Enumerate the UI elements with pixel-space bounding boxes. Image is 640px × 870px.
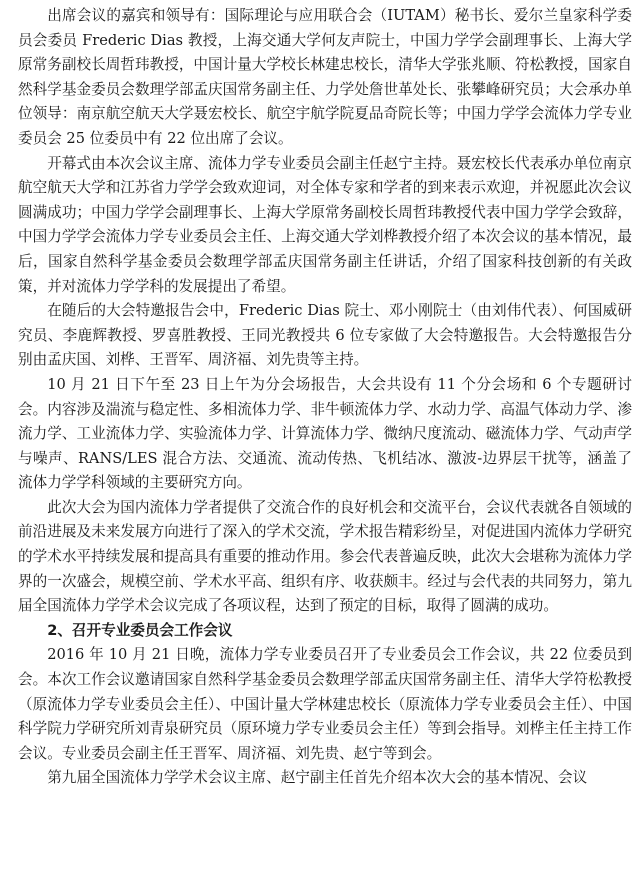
paragraph-attendees: 出席会议的嘉宾和领导有：国际理论与应用联合会（IUTAM）秘书长、爱尔兰皇家科学委员会委员 Frederic Dias 教授，上海交通大学何友声院士，中国力学学会副理事长、上海大学原常务副校长周哲玮教授，中国计量大学校长林建忠校长，清华大学张兆顺、符松教授，国家自然科学基金委员会数理学部孟庆国常务副主任、力学处詹世革处长、张攀峰研究员；大会承办单位领导：南京航空航天大学聂宏校长、航空宇航学院夏品奇院长等；中国力学学会流体力学专业委员会 25 位委员中有 22 位出席了会议。 — [18, 7, 632, 147]
paragraph-sessions: 10 月 21 日下午至 23 日上午为分会场报告，大会共设有 11 个分会场和 6 个专题研讨会。内容涉及湍流与稳定性、多相流体力学、非牛顿流体力学、水动力学、高温气体动力学、渗流力学、工业流体力学、实验流体力学、计算流体力学、微纳尺度流动、磁流体力学、气动声学与噪声、RANS/LES 混合方法、交通流、流动传热、飞机结冰、激波-边界层干扰等，涵盖了流体力学学科领域的主要研究方向。 — [18, 375, 632, 492]
paragraph-meeting-continued: 第九届全国流体力学学术会议主席、赵宁副主任首先介绍本次大会的基本情况、会议 — [47, 769, 588, 787]
paragraph-invited-reports: 在随后的大会特邀报告会中，Frederic Dias 院士、邓小刚院士（由刘伟代表）、何国威研究员、李鹿辉教授、罗喜胜教授、王同光教授共 6 位专家做了大会特邀报告。大会特邀报告分别由孟庆国、刘桦、王晋军、周济福、刘先贵等主持。 — [18, 302, 632, 369]
paragraph-summary: 此次大会为国内流体力学者提供了交流合作的良好机会和交流平台，会议代表就各自领域的前沿进展及未来发展方向进行了深入的学术交流，学术报告精彩纷呈，对促进国内流体力学研究的学术水平持续发展和提高具有重要的推动作用。参会代表普遍反映，此次大会堪称为流体力学界的一次盛会，规模空前、学术水平高、组织有序、收获颇丰。经过与会代表的共同努力，第九届全国流体力学学术会议完成了各项议程，达到了预定的目标，取得了圆满的成功。 — [18, 498, 632, 615]
paragraph-committee-meeting: 2016 年 10 月 21 日晚，流体力学专业委员召开了专业委员会工作会议，共 22 位委员到会。本次工作会议邀请国家自然科学基金委员会数理学部孟庆国常务副主任、清华大学符松教授（原流体力学专业委员会主任）、中国计量大学林建忠校长（原流体力学专业委员会主任）、中国科学院力学研究所刘青泉研究员（原环境力学专业委员会主任）等到会指导。刘桦主任主持工作会议。专业委员会副主任王晋军、周济福、刘先贵、赵宁等到会。 — [18, 646, 632, 762]
section-heading: 2、召开专业委员会工作会议 — [47, 621, 233, 639]
paragraph-opening-ceremony: 开幕式由本次会议主席、流体力学专业委员会副主任赵宁主持。聂宏校长代表承办单位南京航空航天大学和江苏省力学学会致欢迎词，对全体专家和学者的到来表示欢迎，并祝愿此次会议圆满成功；中国力学学会副理事长、上海大学原常务副校长周哲玮教授代表中国力学学会致辞，中国力学学会流体力学专业委员会主任、上海交通大学刘桦教授介绍了本次会议的基本情况，最后，国家自然科学基金委员会数理学部孟庆国常务副主任讲话，介绍了国家科技创新的有关政策，并对流体力学学科的发展提出了希望。 — [18, 154, 632, 295]
